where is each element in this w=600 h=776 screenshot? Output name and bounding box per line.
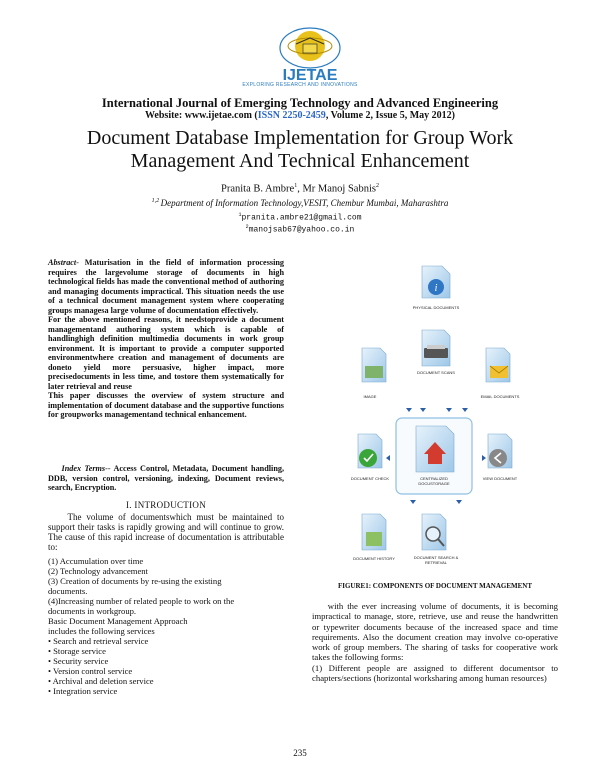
list-item: (1) Accumulation over time xyxy=(48,556,144,566)
list-item: documents in workgroup. xyxy=(48,606,137,616)
figure-document-management xyxy=(310,262,560,567)
issn-link[interactable]: ISSN 2250-2459 xyxy=(257,110,326,121)
author-1: Pranita B. Ambre xyxy=(221,183,295,195)
search-icon xyxy=(426,527,440,541)
list-item: • Security service xyxy=(48,656,109,666)
affiliation-text: Department of Information Technology,VESIT, Chembur Mumbai, Maharashtra xyxy=(160,198,449,208)
centralized-storage-node xyxy=(396,418,472,494)
document-scans-node xyxy=(417,330,455,375)
label-search-1: DOCUMENT SEARCH & xyxy=(413,555,459,560)
right-paragraph-1 xyxy=(312,601,558,663)
logo-tagline: EXPLORING RESEARCH AND INNOVATIONS xyxy=(242,82,358,88)
list-item: (4)Increasing number of related people to work on the xyxy=(48,596,235,606)
list-item: • Integration service xyxy=(48,686,118,696)
label-search-2: RETRIEVAL xyxy=(425,560,447,565)
svg-text:i: i xyxy=(434,283,438,294)
email-1-text[interactable]: pranita.ambre21@gmail.com xyxy=(241,213,362,223)
label-view: VIEW DOCUMENT xyxy=(482,476,518,481)
section-heading-introduction: I. INTRODUCTION xyxy=(126,500,206,510)
journal-website xyxy=(0,110,600,121)
back-icon xyxy=(489,449,507,467)
abstract-p1-text: Maturisation in the field of information processing requires the largevolume storage of documents in high technological fields has made the conventional method of authoring and managing documents impractical. This situation needs the use of a technical document management system where cooperating groups managesa large volume of documentation effectively. xyxy=(48,258,284,315)
intro-paragraph-text: The volume of documentswhich must be maintained to support their tasks is rapidly growing and will continue to grow. The cause of this rapid increase of documentation is attributable to: xyxy=(48,512,284,552)
right-paragraph-2: (1) Different people are assigned to different documentsor to chapters/sections (horizontal worksharing among human resources) xyxy=(312,662,558,684)
author-2-sup: 2 xyxy=(375,183,379,189)
list-item: (3) Creation of documents by re-using the existing xyxy=(48,576,222,586)
list-item: documents. xyxy=(48,586,88,596)
history-icon xyxy=(366,532,382,546)
paper-title xyxy=(40,127,560,173)
intro-list xyxy=(48,556,284,696)
list-item: Basic Document Management Approach xyxy=(48,616,188,626)
label-central-1: CENTRALIZED xyxy=(420,476,448,481)
email-1 xyxy=(0,212,600,223)
website-prefix: Website: www.ijetae.com ( xyxy=(144,110,258,121)
page-number: 235 xyxy=(293,748,307,758)
email-2-sup: 2 xyxy=(245,224,249,230)
affiliation xyxy=(0,198,600,208)
email-1-sup: 1 xyxy=(238,212,242,218)
list-item: (2) Technology advancement xyxy=(48,566,148,576)
abstract xyxy=(48,258,284,420)
index-terms-text: Access Control, Metadata, Document handling, DDB, version control, versioning, indexing, Document reviews, search, Encryption. xyxy=(48,464,285,492)
list-item: includes the following services xyxy=(48,626,155,636)
label-email: EMAIL DOCUMENTS xyxy=(480,394,520,399)
index-terms xyxy=(48,464,284,493)
document-history-node xyxy=(353,514,395,561)
author-2: , Mr Manoj Sabnis xyxy=(297,183,376,195)
email-documents-node xyxy=(481,348,520,399)
abstract-p3: This paper discusses the overview of system structure and implementation of document database and the supportive functions for groupworks managementand technical enhancement. xyxy=(48,391,284,419)
document-search-node xyxy=(414,514,459,565)
physical-documents-node xyxy=(413,266,460,310)
abstract-p1 xyxy=(48,258,284,315)
list-item: • Version control service xyxy=(48,666,133,676)
logo-wordmark: IJETAE xyxy=(282,67,338,84)
journal-title: International Journal of Emerging Technology and Advanced Engineering xyxy=(101,96,499,110)
label-check: DOCUMENT CHECK xyxy=(350,476,390,481)
scanner-icon xyxy=(424,348,448,358)
label-image: IMAGE xyxy=(363,394,377,399)
right-column-text xyxy=(312,601,558,683)
index-terms-label: Index Terms-- xyxy=(61,464,111,473)
list-item: • Search and retrieval service xyxy=(48,636,149,646)
list-item: • Archival and deletion service xyxy=(48,676,154,686)
author-1-sup: 1 xyxy=(294,183,298,189)
website-suffix: , Volume 2, Issue 5, May 2012) xyxy=(325,110,455,121)
abstract-label: Abstract- xyxy=(48,258,79,267)
document-check-node xyxy=(351,434,389,481)
label-physical: PHYSICAL DOCUMENTS xyxy=(412,305,460,310)
label-scans: DOCUMENT SCANS xyxy=(417,370,455,375)
label-history: DOCUMENT HISTORY xyxy=(353,556,395,561)
right-paragraph-1-text: with the ever increasing volume of documents, it is becoming impractical to manage, store, retrieve, use and reuse the handwritten or typewriter documents because of the increased space and time requirements. Also the document creation may involve co-operative work of group members. The sharing of tasks for cooperative work takes the following forms: xyxy=(312,601,559,663)
intro-paragraph xyxy=(48,512,284,552)
email-2 xyxy=(0,224,600,235)
image-node xyxy=(362,348,386,399)
list-item: • Storage service xyxy=(48,646,106,656)
view-document-node xyxy=(483,434,518,481)
email-2-text[interactable]: manojsab67@yahoo.co.in xyxy=(248,225,355,235)
image-icon xyxy=(365,366,383,378)
authors xyxy=(0,183,600,195)
label-central-2: DOCUSTORAGE xyxy=(418,481,450,486)
figure-caption: FIGURE1: COMPONENTS OF DOCUMENT MANAGEMENT xyxy=(337,582,533,590)
title-line-1: Document Database Implementation for Group Work xyxy=(86,127,514,149)
check-icon xyxy=(359,449,377,467)
affiliation-sup: 1,2 xyxy=(151,198,161,204)
title-line-2: Management And Technical Enhancement xyxy=(130,150,470,172)
abstract-p2: For the above mentioned reasons, it needstoprovide a document managementand authoring system which is capable of handlinghigh definition multimedia documents in work group environment. It is important to provide a computer supported environmentwhere creation and management of documents are doneto yield more persuasive, higher impact, more precisedocuments in less time, and tostore them systematically for later retrieval and reuse xyxy=(48,315,284,391)
